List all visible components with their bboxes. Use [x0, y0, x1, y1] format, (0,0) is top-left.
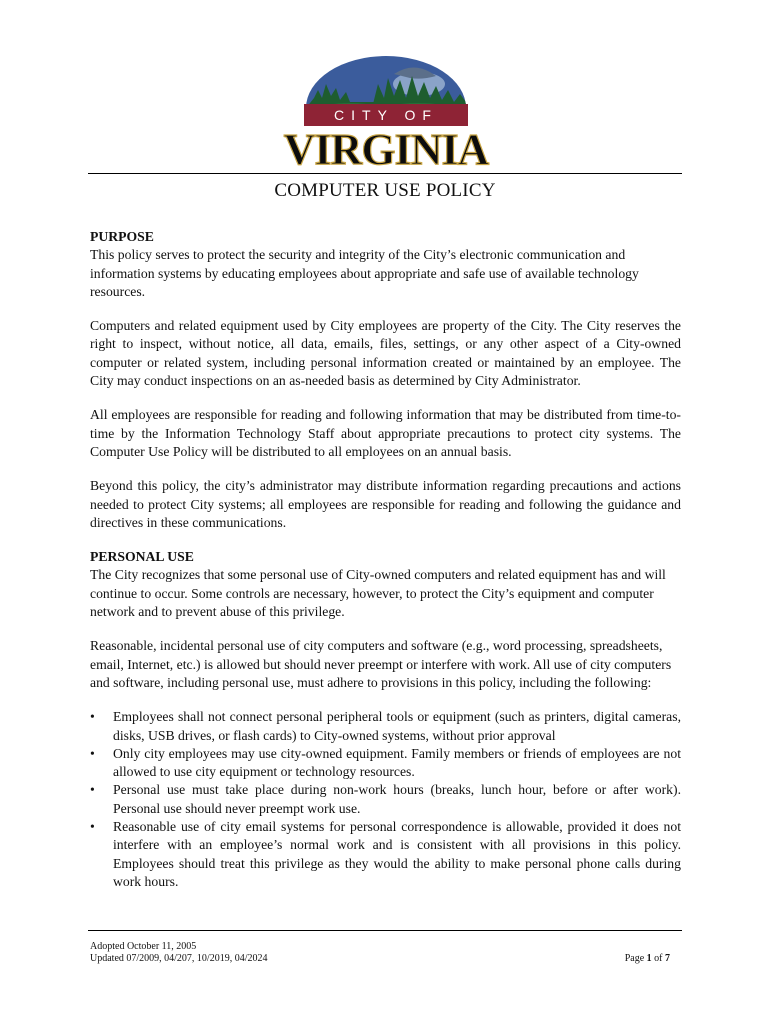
bullet-icon: • [90, 782, 95, 798]
adopted-date: Adopted October 11, 2005 [90, 941, 197, 952]
page-of-label: of [654, 953, 663, 964]
footer-dates [90, 941, 268, 965]
list-item [90, 708, 681, 745]
policy-body [90, 228, 681, 891]
bullet-icon: • [90, 745, 95, 761]
purpose-paragraph-4: Beyond this policy, the city’s administrator may distribute information regarding precautions and actions needed to protect City systems; all employees are responsible for reading and following the guidance and directives in these communications. [90, 478, 681, 530]
list-item-text: Reasonable use of city email systems for personal correspondence is allowable, provided it does not interfere with an employee’s normal work and is consistent with all provisions in this policy. Employees should treat this privilege as they would the ability to make personal phone calls during work hours. [113, 819, 681, 889]
personal-use-paragraph-1: The City recognizes that some personal use of City-owned computers and related equipment has and will continue to occur. Some controls are necessary, however, to protect the City’s equipment and computer network and to prevent abuse of this privilege. [90, 567, 666, 620]
page-label: Page [624, 953, 645, 964]
purpose-heading: PURPOSE [90, 229, 154, 244]
personal-use-paragraph-2: Reasonable, incidental personal use of city computers and software (e.g., word processing, spreadsheets, email, Internet, etc.) is allowed but should never preempt or interfere with work. All use of city computers and software, including personal use, must adhere to provisions in this policy, including the following: [90, 638, 672, 690]
city-of-virginia-logo [254, 54, 518, 172]
page-total: 7 [665, 953, 670, 964]
header-divider [88, 173, 682, 174]
list-item [90, 818, 681, 891]
purpose-paragraph-2: Computers and related equipment used by City employees are property of the City. The City reserves the right to inspect, without notice, all data, emails, files, settings, or any other aspect of a City-owned computer or related system, including personal information created or maintained by an employee. The City may conduct inspections on an as-needed basis as determined by City Administrator. [90, 318, 681, 389]
updated-dates: Updated 07/2009, 04/207, 10/2019, 04/2024 [90, 953, 268, 964]
list-item [90, 781, 681, 818]
list-item-text: Only city employees may use city-owned equipment. Family members or friends of employees are not allowed to use city equipment or technology resources. [113, 745, 681, 780]
logo-city-of-text: CITY OF [334, 107, 438, 123]
personal-use-list [90, 708, 681, 891]
page-current: 1 [646, 953, 652, 964]
list-item [90, 745, 681, 782]
page-title: COMPUTER USE POLICY [274, 180, 496, 201]
bullet-icon: • [90, 709, 95, 725]
list-item-text: Personal use must take place during non-work hours (breaks, lunch hour, before or after work). Personal use should never preempt work use. [113, 782, 681, 816]
page-number [625, 953, 670, 965]
logo-virginia-text: VIRGINIA [283, 125, 489, 172]
purpose-paragraph-1: This policy serves to protect the security and integrity of the City’s electronic communication and information systems by educating employees about appropriate and safe use of available technology resources. [90, 247, 639, 299]
purpose-paragraph-3: All employees are responsible for reading and following information that may be distributed from time-to-time by the Information Technology Staff about appropriate precautions to protect city systems. The Computer Use Policy will be distributed to all employees on an annual basis. [90, 407, 681, 459]
personal-use-heading: PERSONAL USE [90, 549, 194, 565]
logo-landscape [306, 56, 466, 108]
list-item-text: Employees shall not connect personal peripheral tools or equipment (such as printers, digital cameras, disks, USB drives, or flash cards) to City-owned systems, without prior approval [113, 709, 681, 743]
bullet-icon: • [90, 819, 95, 835]
footer-divider [88, 930, 682, 931]
